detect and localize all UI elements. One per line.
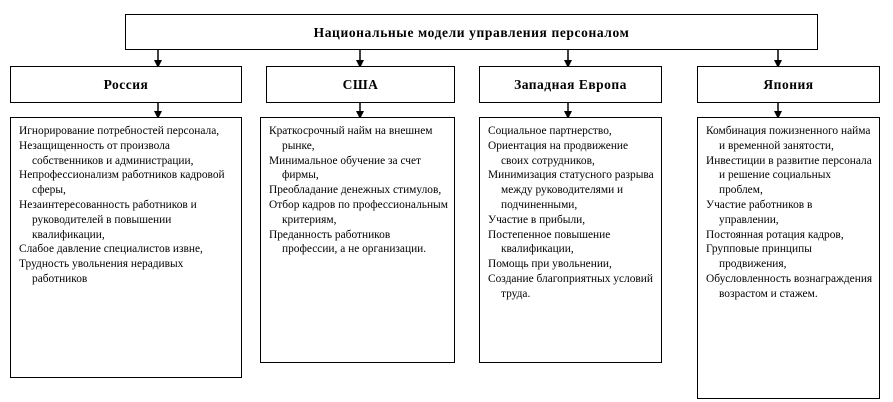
usa-list (261, 118, 454, 257)
list-item: Минимальное обучение за счет фирмы, (269, 154, 422, 182)
europe-list-box (479, 117, 662, 363)
list-item: Постоянная ротация кадров, (706, 228, 844, 241)
russia-header: Россия (103, 77, 149, 92)
list-item: Комбинация пожизненного найма и временной занятости, (706, 125, 871, 152)
russia-list (11, 118, 241, 287)
list-item: Слабое давление специалистов извне, (19, 243, 203, 256)
usa-header: США (342, 77, 379, 92)
list-item: Игнорирование потребностей персонала, (19, 125, 220, 137)
list-item: Создание благоприятных условий труда. (488, 272, 653, 300)
diagram-title: Национальные модели управления персоналом (313, 25, 630, 40)
russia-list-box (10, 117, 242, 378)
usa-list-box (260, 117, 455, 363)
list-item: Ориентация на продвижение своих сотрудников, (488, 139, 629, 167)
list-item: Участие в прибыли, (488, 213, 586, 226)
list-item: Минимизация статусного разрыва между руководителями и подчиненными, (488, 169, 654, 211)
list-item: Помощь при увольнении, (488, 258, 612, 271)
japan-list (698, 118, 879, 302)
europe-header: Западная Европа (514, 77, 627, 92)
list-item: Инвестиции в развитие персонала и решение социальных проблем, (706, 154, 872, 197)
list-item: Непрофессионализм работников кадровой сферы, (19, 169, 225, 197)
list-item: Групповые принципы продвижения, (706, 243, 812, 271)
japan-header: Япония (763, 77, 814, 92)
list-item: Краткосрочный найм на внешнем рынке, (269, 125, 433, 152)
diagram-title-box (125, 14, 818, 50)
list-item: Незащищенность от произвола собственников и администрации, (19, 139, 194, 167)
japan-list-box (697, 117, 880, 399)
list-item: Обусловленность вознаграждения возрастом и стажем. (706, 272, 873, 300)
europe-header-box (479, 66, 662, 103)
list-item: Незаинтересованность работников и руководителей в повышении квалификации, (19, 198, 197, 241)
europe-list (480, 118, 661, 302)
usa-header-box (266, 66, 455, 103)
list-item: Преданность работников профессии, а не организации. (269, 228, 427, 256)
list-item: Постепенное повышение квалификации, (488, 228, 611, 256)
list-item: Отбор кадров по профессиональным критериям, (269, 198, 448, 226)
japan-header-box (697, 66, 880, 103)
list-item: Преобладание денежных стимулов, (269, 184, 442, 197)
list-item: Трудность увольнения нерадивых работников (19, 258, 184, 285)
list-item: Социальное партнерство, (488, 125, 612, 137)
russia-header-box (10, 66, 242, 103)
list-item: Участие работников в управлении, (706, 198, 813, 226)
